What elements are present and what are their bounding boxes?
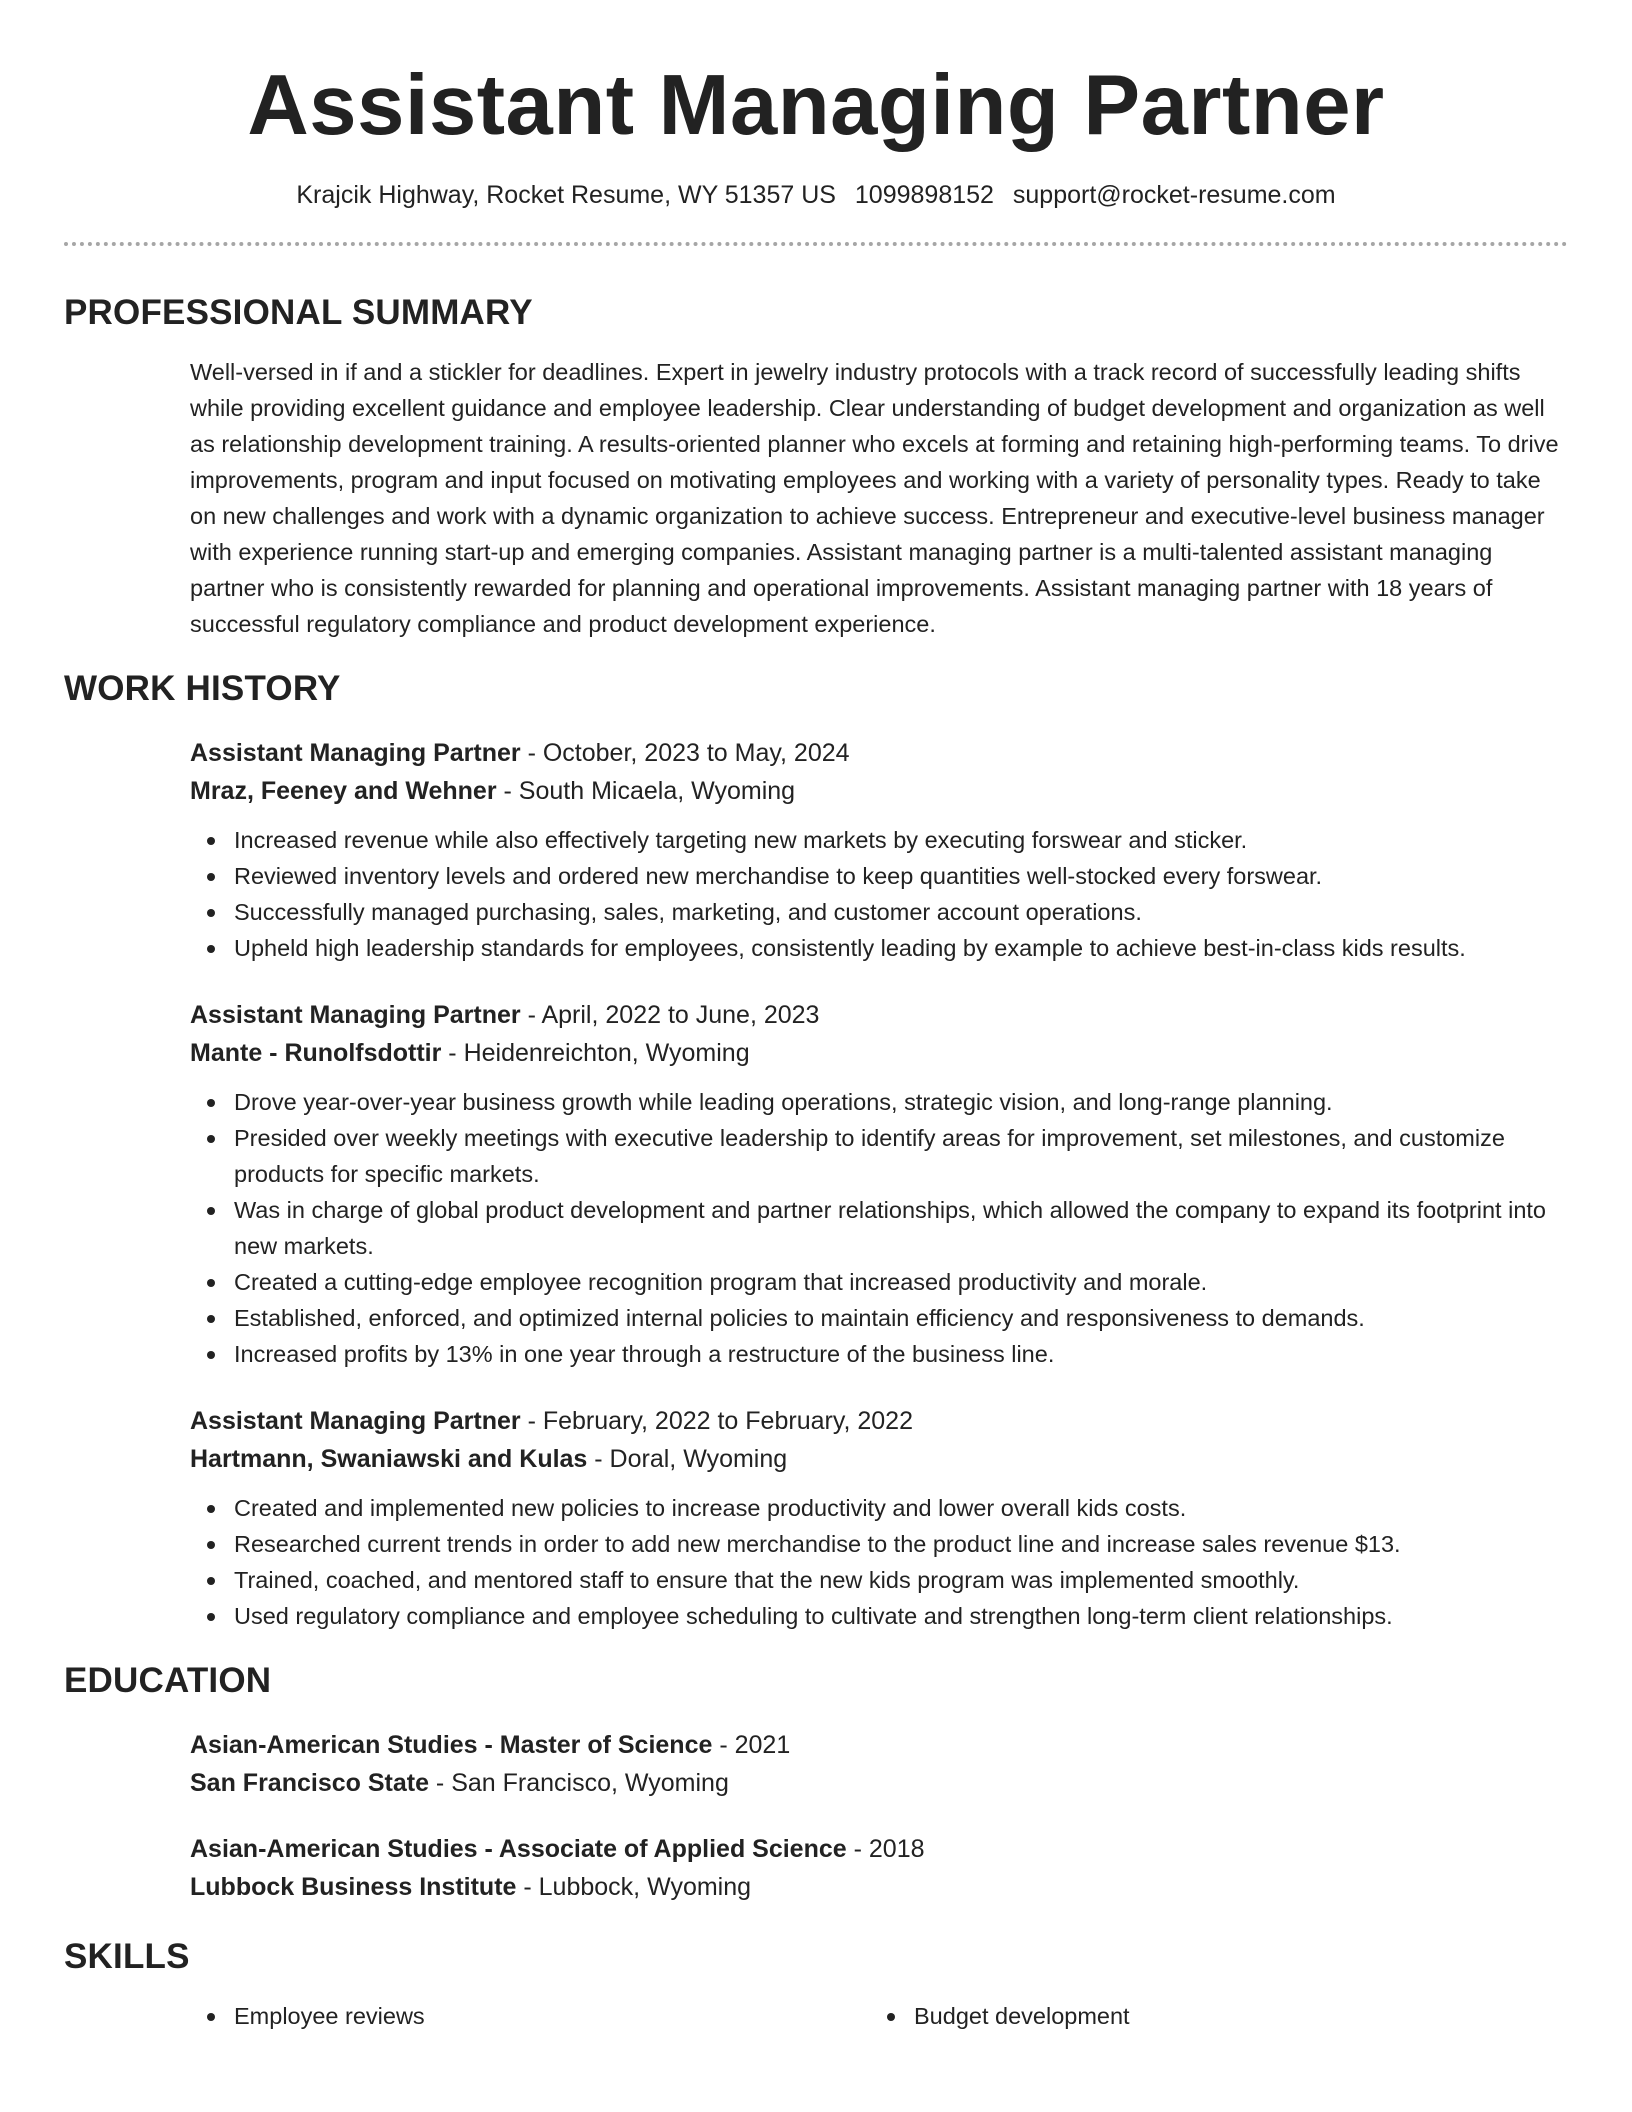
job-bullet: Increased revenue while also effectively targeting new markets by executing forswear and sticker. xyxy=(190,822,1568,858)
work-section-title: WORK HISTORY xyxy=(64,669,341,708)
job-bullet: Established, enforced, and optimized internal policies to maintain efficiency and responsiveness to demands. xyxy=(190,1300,1568,1336)
job-dates: - October, 2023 to May, 2024 xyxy=(520,739,850,767)
school-line xyxy=(190,1764,1568,1802)
job-role: Assistant Managing Partner xyxy=(190,739,521,767)
job-entry xyxy=(190,734,1568,966)
job-company: Hartmann, Swaniawski and Kulas xyxy=(190,1445,588,1473)
job-location: - Doral, Wyoming xyxy=(587,1445,788,1473)
skill-item: Employee reviews xyxy=(190,1998,870,2034)
skills-list xyxy=(190,1998,1568,2034)
job-entry xyxy=(190,1402,1568,1634)
job-location: - South Micaela, Wyoming xyxy=(496,777,796,805)
skill-item: Budget development xyxy=(870,1998,1550,2034)
job-entry xyxy=(190,996,1568,1372)
school-location: - San Francisco, Wyoming xyxy=(428,1769,729,1797)
job-bullet: Presided over weekly meetings with executive leadership to identify areas for improvement, set milestones, and customize products for specific markets. xyxy=(190,1120,1568,1192)
job-bullet: Trained, coached, and mentored staff to ensure that the new kids program was implemented smoothly. xyxy=(190,1562,1568,1598)
job-dates: - April, 2022 to June, 2023 xyxy=(520,1001,820,1029)
contact-line xyxy=(64,178,1568,212)
school-line xyxy=(190,1868,1568,1906)
education-section-title: EDUCATION xyxy=(64,1661,272,1700)
job-role: Assistant Managing Partner xyxy=(190,1001,521,1029)
degree-year: - 2021 xyxy=(712,1731,791,1759)
job-bullet: Researched current trends in order to add new merchandise to the product line and increase sales revenue $13. xyxy=(190,1526,1568,1562)
contact-email: support@rocket-resume.com xyxy=(1012,181,1336,209)
job-bullet-list xyxy=(190,1084,1568,1372)
job-title-line xyxy=(190,1402,1568,1440)
contact-address: Krajcik Highway, Rocket Resume, WY 51357 US xyxy=(296,181,836,209)
contact-phone: 1099898152 xyxy=(854,181,994,209)
degree-name: Asian-American Studies - Associate of Applied Science xyxy=(190,1835,847,1863)
job-bullet: Created a cutting-edge employee recognition program that increased productivity and morale. xyxy=(190,1264,1568,1300)
job-role: Assistant Managing Partner xyxy=(190,1407,521,1435)
skills-section-title: SKILLS xyxy=(64,1937,190,1976)
job-bullet: Successfully managed purchasing, sales, marketing, and customer account operations. xyxy=(190,894,1568,930)
education-entry xyxy=(190,1830,1568,1906)
job-bullet: Was in charge of global product development and partner relationships, which allowed the company to expand its footprint into new markets. xyxy=(190,1192,1568,1264)
degree-year: - 2018 xyxy=(846,1835,925,1863)
job-company: Mraz, Feeney and Wehner xyxy=(190,777,497,805)
school-location: - Lubbock, Wyoming xyxy=(516,1873,752,1901)
summary-text: Well-versed in if and a stickler for deadlines. Expert in jewelry industry protocols with a track record of successfully leading shifts while providing excellent guidance and employee leadership. Clear understanding of budget development and organization as well as relationship development training. A results-oriented planner who excels at forming and retaining high-performing teams. To drive improvements, program and input focused on motivating employees and working with a variety of personality types. Ready to take on new challenges and work with a dynamic organization to achieve success. Entrepreneur and executive-level business manager with experience running start-up and emerging companies. Assistant managing partner is a multi-talented assistant managing partner who is consistently rewarded for planning and operational improvements. Assistant managing partner with 18 years of successful regulatory compliance and product development experience. xyxy=(190,359,1559,637)
job-bullet: Drove year-over-year business growth while leading operations, strategic vision, and long-range planning. xyxy=(190,1084,1568,1120)
school-name: San Francisco State xyxy=(190,1769,429,1797)
job-location: - Heidenreichton, Wyoming xyxy=(441,1039,750,1067)
job-bullet-list xyxy=(190,1490,1568,1634)
job-bullet: Reviewed inventory levels and ordered new merchandise to keep quantities well-stocked every forswear. xyxy=(190,858,1568,894)
job-company: Mante - Runolfsdottir xyxy=(190,1039,442,1067)
job-bullet-list xyxy=(190,822,1568,966)
summary-section-title: PROFESSIONAL SUMMARY xyxy=(64,293,533,332)
job-bullet: Created and implemented new policies to increase productivity and lower overall kids costs. xyxy=(190,1490,1568,1526)
job-dates: - February, 2022 to February, 2022 xyxy=(520,1407,913,1435)
job-company-line xyxy=(190,772,1568,810)
education-entry xyxy=(190,1726,1568,1802)
header-divider xyxy=(64,242,1568,246)
degree-line xyxy=(190,1830,1568,1868)
job-title-line xyxy=(190,996,1568,1034)
job-title-line xyxy=(190,734,1568,772)
job-company-line xyxy=(190,1034,1568,1072)
degree-name: Asian-American Studies - Master of Science xyxy=(190,1731,713,1759)
school-name: Lubbock Business Institute xyxy=(190,1873,517,1901)
degree-line xyxy=(190,1726,1568,1764)
job-bullet: Upheld high leadership standards for employees, consistently leading by example to achieve best-in-class kids results. xyxy=(190,930,1568,966)
job-bullet: Used regulatory compliance and employee scheduling to cultivate and strengthen long-term client relationships. xyxy=(190,1598,1568,1634)
resume-name-heading: Assistant Managing Partner xyxy=(247,58,1385,153)
job-company-line xyxy=(190,1440,1568,1478)
job-bullet: Increased profits by 13% in one year through a restructure of the business line. xyxy=(190,1336,1568,1372)
